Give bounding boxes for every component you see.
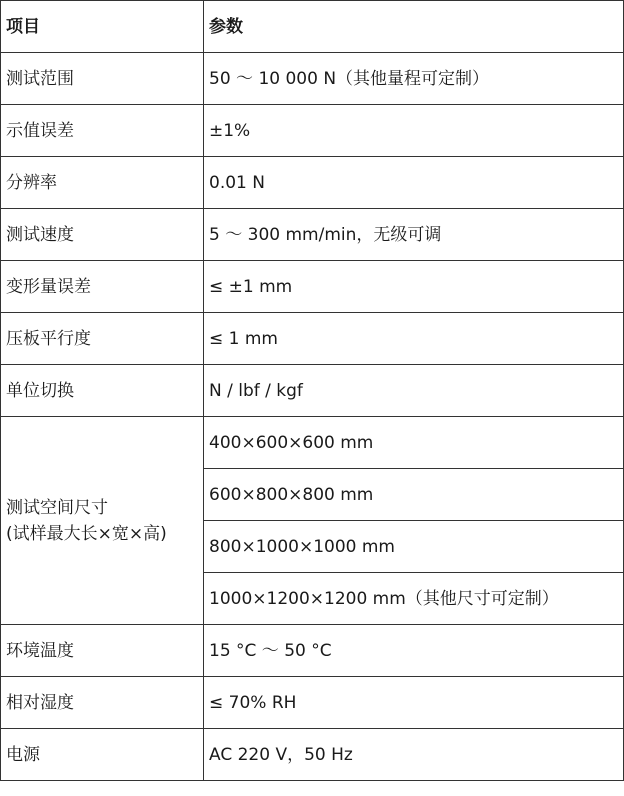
value-cell: 600×800×800 mm xyxy=(204,469,624,521)
value-cell: ±1% xyxy=(204,105,624,157)
table-row xyxy=(1,417,624,469)
space-item-line1: 测试空间尺寸 xyxy=(6,497,108,518)
table-row xyxy=(1,313,624,365)
space-item-cell xyxy=(1,417,204,625)
item-cell: 测试速度 xyxy=(1,209,204,261)
table-row xyxy=(1,625,624,677)
value-cell: 0.01 N xyxy=(204,157,624,209)
value-cell: ≤ 70% RH xyxy=(204,677,624,729)
value-cell: ≤ 1 mm xyxy=(204,313,624,365)
space-item-line2: (试样最大长×宽×高) xyxy=(6,523,167,544)
value-cell: ≤ ±1 mm xyxy=(204,261,624,313)
table-row xyxy=(1,677,624,729)
table-row xyxy=(1,53,624,105)
item-cell: 示值误差 xyxy=(1,105,204,157)
item-cell: 相对湿度 xyxy=(1,677,204,729)
item-cell: 环境温度 xyxy=(1,625,204,677)
table-row xyxy=(1,209,624,261)
item-cell: 分辨率 xyxy=(1,157,204,209)
table-row xyxy=(1,365,624,417)
header-param: 参数 xyxy=(204,1,624,53)
item-cell: 电源 xyxy=(1,729,204,781)
header-item: 项目 xyxy=(1,1,204,53)
item-cell: 单位切换 xyxy=(1,365,204,417)
table-row xyxy=(1,261,624,313)
value-cell: 1000×1200×1200 mm（其他尺寸可定制） xyxy=(204,573,624,625)
table-row xyxy=(1,729,624,781)
value-cell: 5 ～ 300 mm/min，无级可调 xyxy=(204,209,624,261)
value-cell: AC 220 V，50 Hz xyxy=(204,729,624,781)
item-cell: 变形量误差 xyxy=(1,261,204,313)
value-cell: N / lbf / kgf xyxy=(204,365,624,417)
header-row xyxy=(1,1,624,53)
item-cell: 压板平行度 xyxy=(1,313,204,365)
value-cell: 15 °C ～ 50 °C xyxy=(204,625,624,677)
table-row xyxy=(1,105,624,157)
value-cell: 50 ～ 10 000 N（其他量程可定制） xyxy=(204,53,624,105)
item-cell: 测试范围 xyxy=(1,53,204,105)
value-cell: 800×1000×1000 mm xyxy=(204,521,624,573)
value-cell: 400×600×600 mm xyxy=(204,417,624,469)
table-row xyxy=(1,157,624,209)
